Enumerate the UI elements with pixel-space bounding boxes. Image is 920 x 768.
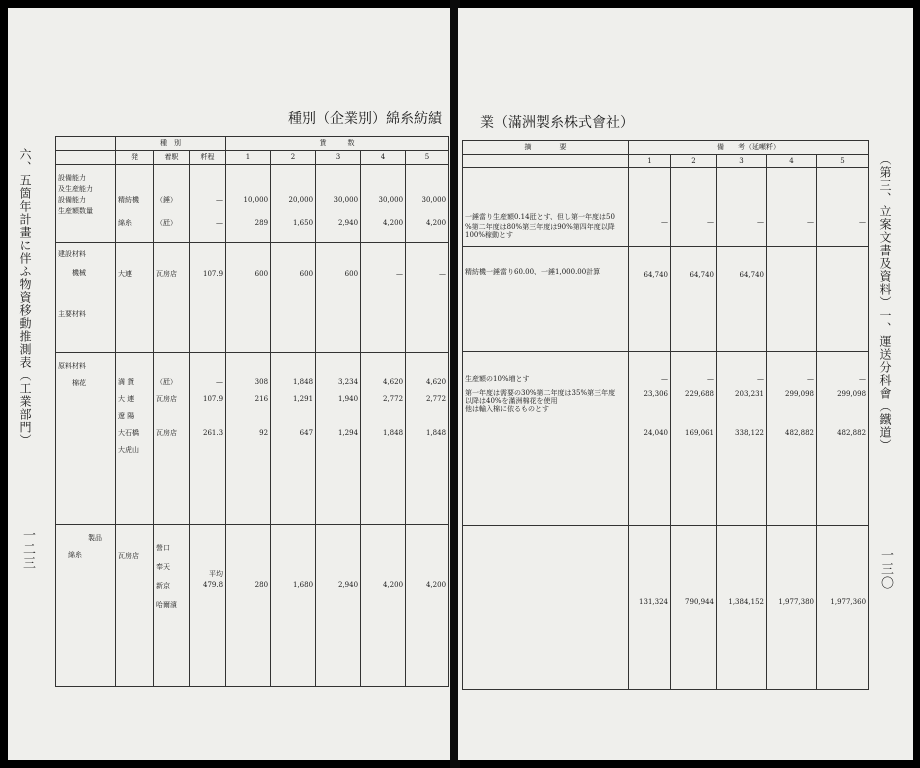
left-side-heading: 六、五箇年計畫に伴ふ物資移動推測表（工業部門）	[18, 148, 32, 447]
right-table	[462, 140, 869, 690]
header-remarks: 備 考（延噸粁）	[629, 141, 869, 155]
header-year-4: 4	[361, 151, 406, 165]
header-year-4: 4	[767, 155, 817, 168]
header-year-1: 1	[226, 151, 271, 165]
header-year-5: 5	[817, 155, 869, 168]
table-row: 製品 綿糸 瓦房店 營口 奉天 新京 哈爾濱 平均 479.8 280 1,680 2,940 4,200 4,200	[56, 525, 449, 687]
table-row: 設備能力 及生産能力 設備能力 生産額数量 精紡機 綿糸 （錘） （瓩） — — 10,000 289 20,000 1,650 30,000 2,940 30,000 4,200 30,000 4,200	[56, 165, 449, 243]
table-row: 建設材料 機械 主要材料 大連 瓦房店 107.9 600 600 600 — —	[56, 243, 449, 353]
table-row: 生産額の10%増とす 第一年度は需要の30%第二年度は35%第三年度 以降は40%を滿洲棉花を使用 他は輸入棉に依るものとす — 23,306 24,040 — 229,688 169,061 — 203,231 338,122 — 299,098 482,882 — 299,098 482,882	[463, 352, 869, 526]
table-row: 131,324 790,944 1,384,152 1,977,380 1,977,360	[463, 526, 869, 690]
left-page	[8, 8, 454, 760]
right-side-heading: （第三、立案文書及資料）一、運送分科會（鐵道）	[878, 153, 892, 452]
left-table	[55, 136, 449, 687]
right-page	[458, 8, 913, 760]
header-station: 着駅	[154, 151, 190, 165]
header-summary: 摘 要	[463, 141, 629, 155]
header-type: 種 別	[116, 137, 226, 151]
header-distance: 粁程	[190, 151, 226, 165]
header-origin: 発	[116, 151, 154, 165]
table-row: 精紡機一錘當り60.00、一錘1,000.00計算 64,740 64,740 64,740	[463, 247, 869, 352]
right-page-number: 一三〇	[878, 548, 893, 590]
header-year-2: 2	[271, 151, 316, 165]
left-page-title: 種別（企業別）綿糸紡績	[288, 111, 442, 127]
header-wage-count: 賃 数	[226, 137, 449, 151]
header-year-3: 3	[316, 151, 361, 165]
table-row: 原料材料 棉花 満 貨 大 連 遼 陽 大石橋 大虎山 （瓩） 瓦房店 瓦房店 — 107.9 261.3 308 216 92 1,848 1,291 647 3,234 1,940 1,294 4,620 2,772 1,848 4,620 2,772 1,848	[56, 353, 449, 525]
header-year-3: 3	[717, 155, 767, 168]
header-year-2: 2	[671, 155, 717, 168]
right-page-title: 業（滿洲製糸株式會社）	[480, 115, 634, 131]
header-year-1: 1	[629, 155, 671, 168]
header-year-5: 5	[406, 151, 449, 165]
table-row: 一錘當り生産額0.14瓩とす、但し第一年度は50 %第二年度は80%第三年度は90%第四年度以降 100%稼動とす — — — — —	[463, 168, 869, 247]
left-page-number: 一二三	[20, 528, 35, 570]
